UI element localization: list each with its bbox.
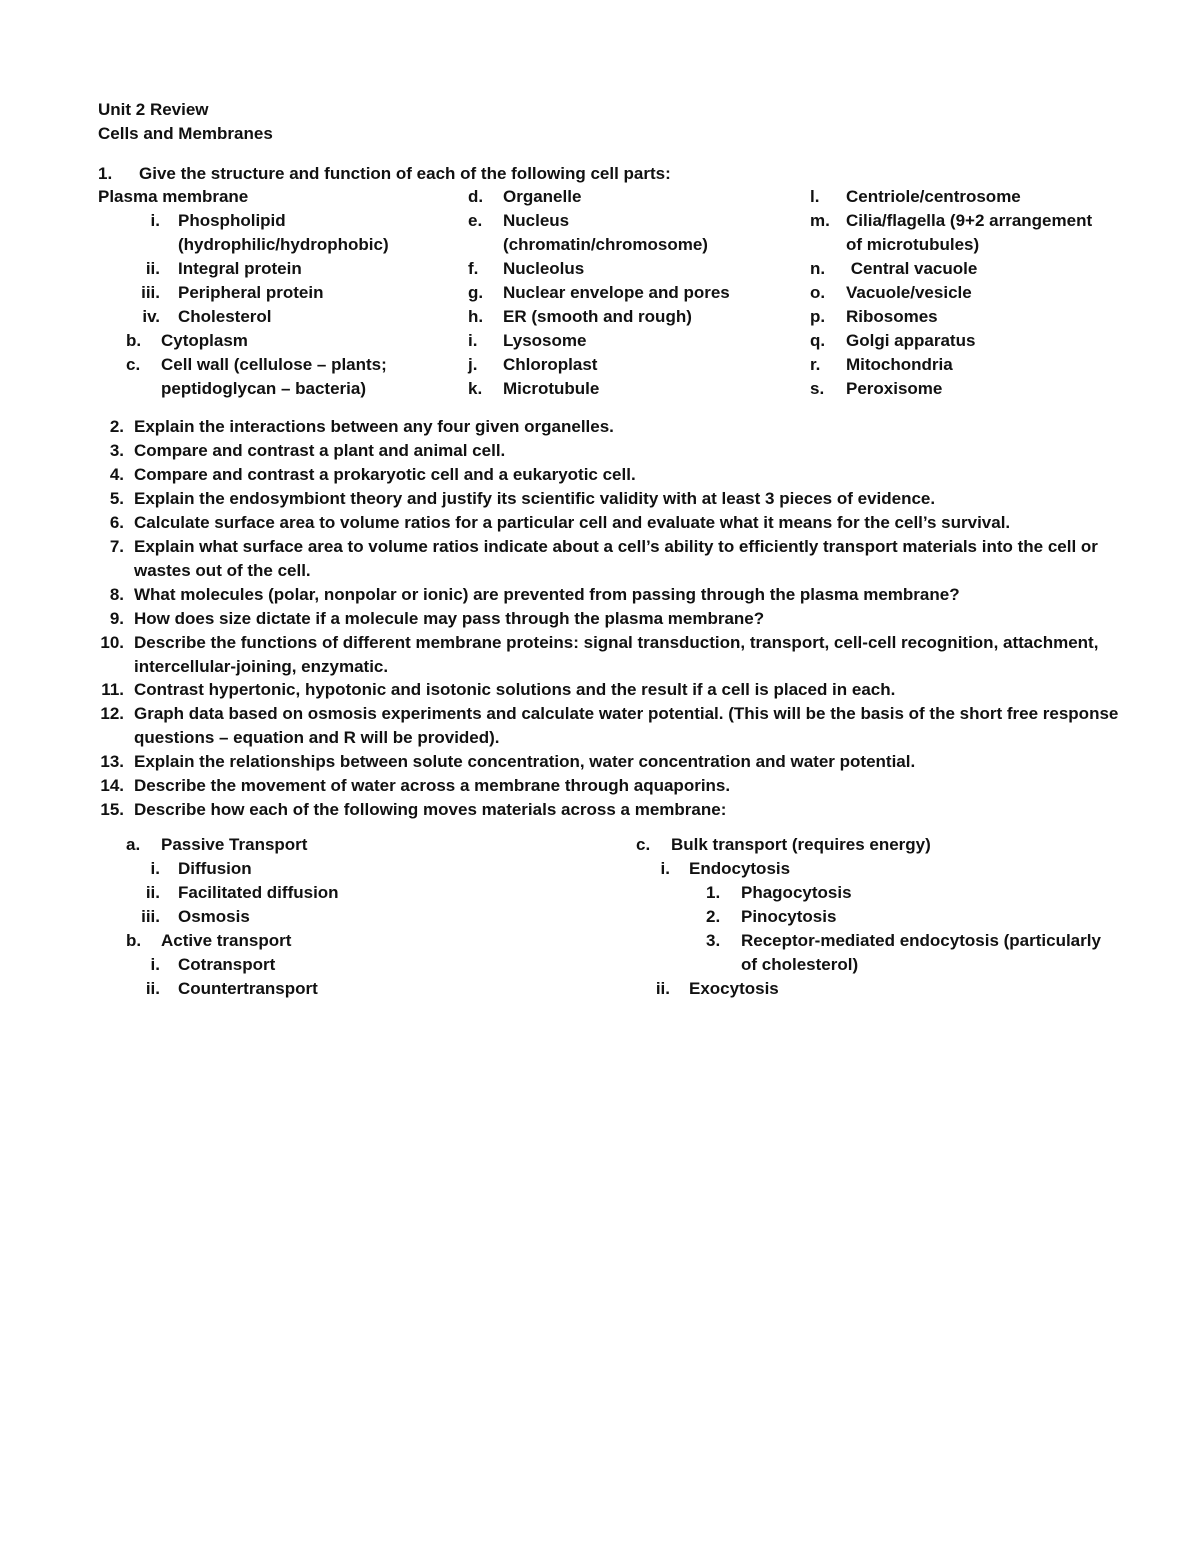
question-number: 9. bbox=[109, 609, 124, 628]
question-number: 4. bbox=[109, 465, 124, 484]
question-number: 8. bbox=[109, 585, 124, 604]
list-marker: i. bbox=[150, 955, 160, 974]
question-text: Explain the interactions between any four given organelles. bbox=[134, 417, 614, 436]
list-marker: i. bbox=[660, 859, 670, 878]
list-item: Pinocytosis bbox=[741, 907, 837, 926]
list-marker: m. bbox=[810, 211, 830, 230]
list-item: of microtubules) bbox=[846, 235, 980, 254]
question-number: 13. bbox=[100, 752, 124, 771]
list-marker: ii. bbox=[655, 979, 670, 998]
document-title: Unit 2 Review bbox=[98, 100, 209, 119]
question-number: 15. bbox=[100, 800, 124, 819]
question-text: questions – equation and R will be provided). bbox=[134, 728, 500, 747]
list-item: Osmosis bbox=[178, 907, 250, 926]
list-marker: h. bbox=[468, 307, 484, 326]
list-marker: iii. bbox=[141, 283, 160, 302]
list-marker: j. bbox=[468, 355, 478, 374]
question-number: 10. bbox=[100, 633, 124, 652]
list-item: Bulk transport (requires energy) bbox=[671, 835, 931, 854]
list-item: Cotransport bbox=[178, 955, 276, 974]
question-text: Give the structure and function of each of the following cell parts: bbox=[139, 164, 671, 183]
list-item: Active transport bbox=[161, 931, 292, 950]
list-marker: k. bbox=[468, 379, 483, 398]
question-text: Explain the endosymbiont theory and justify its scientific validity with at least 3 pieces of evidence. bbox=[134, 489, 936, 508]
question-number: 7. bbox=[109, 537, 124, 556]
question-text: Compare and contrast a plant and animal cell. bbox=[134, 441, 506, 460]
list-marker: b. bbox=[126, 931, 142, 950]
list-item: Phagocytosis bbox=[741, 883, 852, 902]
list-marker: q. bbox=[810, 331, 826, 350]
list-marker: 2. bbox=[706, 907, 721, 926]
list-item: Cilia/flagella (9+2 arrangement bbox=[846, 211, 1093, 230]
list-item: Receptor-mediated endocytosis (particularly bbox=[741, 931, 1101, 950]
list-item: Organelle bbox=[503, 187, 582, 206]
list-marker: r. bbox=[810, 355, 821, 374]
document-subtitle: Cells and Membranes bbox=[98, 124, 273, 143]
list-marker: i. bbox=[150, 859, 160, 878]
list-marker: o. bbox=[810, 283, 826, 302]
list-item: Phospholipid bbox=[178, 211, 286, 230]
list-marker: d. bbox=[468, 187, 484, 206]
list-marker: c. bbox=[126, 355, 141, 374]
list-marker: 1. bbox=[706, 883, 721, 902]
question-number: 5. bbox=[109, 489, 124, 508]
list-item: ER (smooth and rough) bbox=[503, 307, 692, 326]
question-text: What molecules (polar, nonpolar or ionic) are prevented from passing through the plasma membrane? bbox=[134, 585, 960, 604]
list-item: Golgi apparatus bbox=[846, 331, 976, 350]
list-marker: i. bbox=[150, 211, 160, 230]
list-item: of cholesterol) bbox=[741, 955, 859, 974]
list-marker: e. bbox=[468, 211, 483, 230]
list-item: Cytoplasm bbox=[161, 331, 248, 350]
cell-part-heading: Plasma membrane bbox=[98, 187, 249, 206]
question-text: Explain the relationships between solute concentration, water concentration and water potential. bbox=[134, 752, 916, 771]
list-item: (hydrophilic/hydrophobic) bbox=[178, 235, 389, 254]
list-marker: ii. bbox=[145, 883, 160, 902]
question-text: Explain what surface area to volume ratios indicate about a cell’s ability to efficiently transport materials into the cell or bbox=[134, 537, 1098, 556]
question-number: 14. bbox=[100, 776, 124, 795]
question-text: How does size dictate if a molecule may pass through the plasma membrane? bbox=[134, 609, 765, 628]
list-item: Countertransport bbox=[178, 979, 318, 998]
question-text: Calculate surface area to volume ratios for a particular cell and evaluate what it means for the cell’s survival. bbox=[134, 513, 1011, 532]
question-text: wastes out of the cell. bbox=[134, 561, 311, 580]
list-marker: s. bbox=[810, 379, 825, 398]
list-marker: 3. bbox=[706, 931, 721, 950]
list-item: Microtubule bbox=[503, 379, 600, 398]
list-item: Ribosomes bbox=[846, 307, 938, 326]
list-item: Central vacuole bbox=[846, 259, 978, 278]
question-text: Graph data based on osmosis experiments and calculate water potential. (This will be the basis of the short free response bbox=[134, 704, 1119, 723]
list-marker: iv. bbox=[142, 307, 160, 326]
list-item: Vacuole/vesicle bbox=[846, 283, 972, 302]
list-marker: l. bbox=[810, 187, 820, 206]
list-item: Centriole/centrosome bbox=[846, 187, 1021, 206]
list-item: Peroxisome bbox=[846, 379, 943, 398]
question-number: 12. bbox=[100, 704, 124, 723]
list-item: Endocytosis bbox=[689, 859, 791, 878]
question-text: Describe how each of the following moves materials across a membrane: bbox=[134, 800, 727, 819]
list-marker: ii. bbox=[145, 259, 160, 278]
list-item: Cell wall (cellulose – plants; bbox=[161, 355, 387, 374]
question-number: 6. bbox=[109, 513, 124, 532]
list-item: Diffusion bbox=[178, 859, 252, 878]
list-item: Exocytosis bbox=[689, 979, 779, 998]
list-item: Chloroplast bbox=[503, 355, 598, 374]
list-item: Integral protein bbox=[178, 259, 302, 278]
list-marker: n. bbox=[810, 259, 826, 278]
question-text: intercellular-joining, enzymatic. bbox=[134, 657, 389, 676]
list-item: Facilitated diffusion bbox=[178, 883, 339, 902]
list-item: Cholesterol bbox=[178, 307, 272, 326]
list-marker: b. bbox=[126, 331, 142, 350]
list-marker: iii. bbox=[141, 907, 160, 926]
list-marker: f. bbox=[468, 259, 479, 278]
question-number: 3. bbox=[109, 441, 124, 460]
question-number: 1. bbox=[98, 164, 113, 183]
list-item: peptidoglycan – bacteria) bbox=[161, 379, 366, 398]
question-text: Compare and contrast a prokaryotic cell and a eukaryotic cell. bbox=[134, 465, 636, 484]
list-item: (chromatin/chromosome) bbox=[503, 235, 708, 254]
list-marker: c. bbox=[636, 835, 651, 854]
list-item: Peripheral protein bbox=[178, 283, 324, 302]
question-text: Describe the functions of different membrane proteins: signal transduction, transport, cell-cell recognition, attachment, bbox=[134, 633, 1099, 652]
list-item: Nucleus bbox=[503, 211, 570, 230]
list-marker: p. bbox=[810, 307, 826, 326]
question-number: 11. bbox=[101, 680, 124, 699]
list-marker: a. bbox=[126, 835, 141, 854]
question-number: 2. bbox=[109, 417, 124, 436]
list-item: Lysosome bbox=[503, 331, 587, 350]
list-marker: i. bbox=[468, 331, 478, 350]
question-text: Contrast hypertonic, hypotonic and isotonic solutions and the result if a cell is placed in each. bbox=[134, 680, 896, 699]
question-text: Describe the movement of water across a membrane through aquaporins. bbox=[134, 776, 731, 795]
list-item: Nuclear envelope and pores bbox=[503, 283, 730, 302]
list-item: Passive Transport bbox=[161, 835, 308, 854]
list-marker: g. bbox=[468, 283, 484, 302]
list-item: Mitochondria bbox=[846, 355, 953, 374]
list-marker: ii. bbox=[145, 979, 160, 998]
list-item: Nucleolus bbox=[503, 259, 585, 278]
